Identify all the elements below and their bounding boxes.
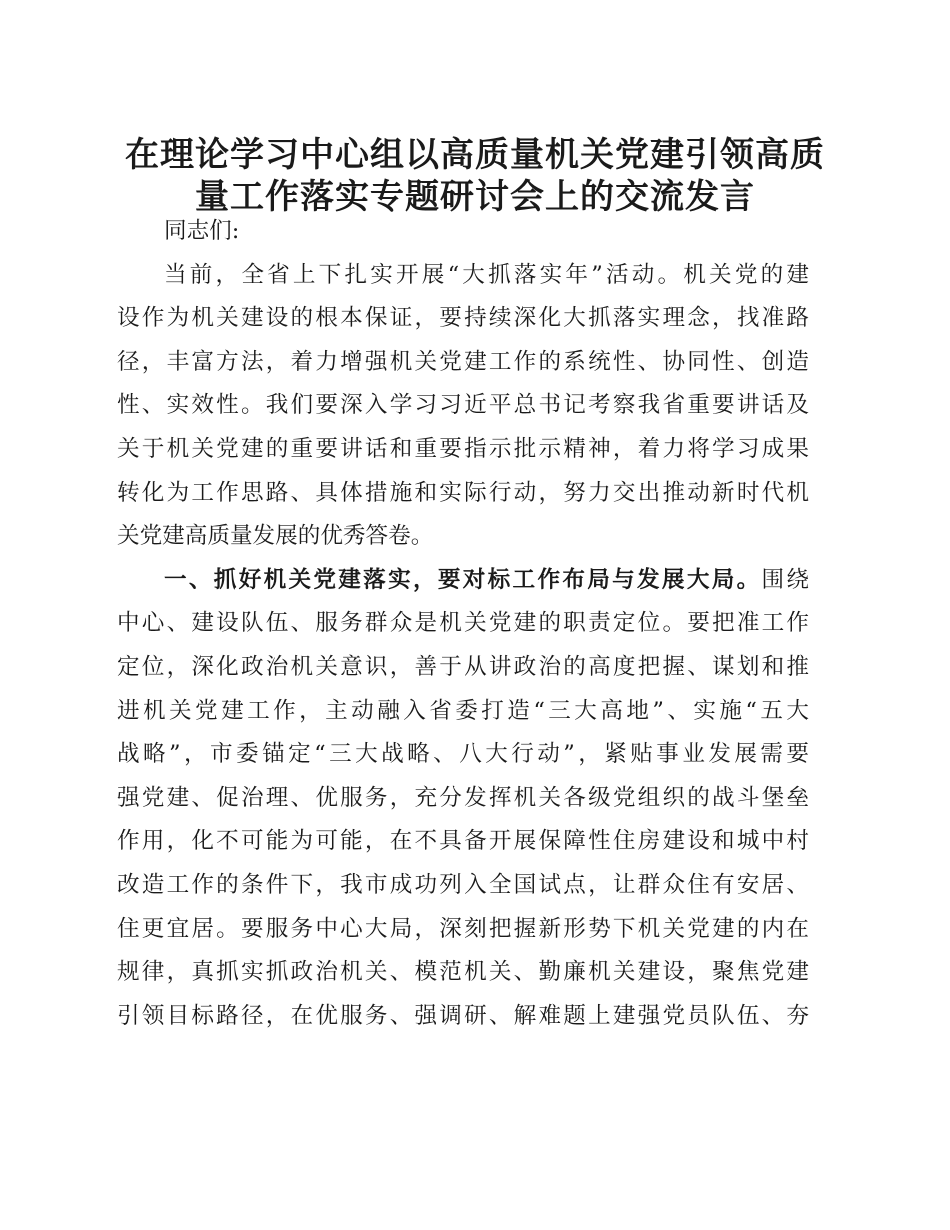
document-title <box>105 134 845 218</box>
paragraph-2-line: 进机关党建工作，主动融入省委打造“三大高地”、实施“五大 <box>117 697 809 724</box>
paragraph-1-line: 设作为机关建设的根本保证，要持续深化大抓落实理念，找准路 <box>117 305 809 332</box>
title-line-2: 量工作落实专题研讨会上的交流发言 <box>195 177 755 217</box>
section-heading-tail: 围绕 <box>761 566 810 593</box>
title-line-1: 在理论学习中心组以高质量机关党建引领高质 <box>125 135 825 175</box>
document-body <box>117 210 809 1038</box>
paragraph-2-line: 改造工作的条件下，我市成功列入全国试点，让群众住有安居、 <box>117 871 809 898</box>
paragraph-1-line: 径，丰富方法，着力增强机关党建工作的系统性、协同性、创造 <box>117 348 809 375</box>
paragraph-1-line: 当前，全省上下扎实开展“大抓落实年”活动。机关党的建 <box>164 261 809 288</box>
paragraph-2-line: 强党建、促治理、优服务，充分发挥机关各级党组织的战斗堡垒 <box>117 784 809 811</box>
paragraph-2-line: 引领目标路径，在优服务、强调研、解难题上建强党员队伍、夯 <box>117 1002 809 1029</box>
salutation: 同志们: <box>164 218 240 244</box>
paragraph-2-line: 中心、建设队伍、服务群众是机关党建的职责定位。要把准工作 <box>117 610 809 637</box>
paragraph-2-line: 规律，真抓实抓政治机关、模范机关、勤廉机关建设，聚焦党建 <box>117 959 809 986</box>
paragraph-2-line: 作用，化不可能为可能，在不具备开展保障性住房建设和城中村 <box>117 828 809 855</box>
section-heading: 一、抓好机关党建落实，要对标工作布局与发展大局。 <box>164 566 762 593</box>
paragraph-1-line: 关党建高质量发展的优秀答卷。 <box>117 523 434 550</box>
paragraph-2-first-line <box>117 559 809 603</box>
paragraph-1-line: 关于机关党建的重要讲话和重要指示批示精神，着力将学习成果 <box>117 435 809 462</box>
paragraph-2-line: 战略”，市委锚定“三大战略、八大行动”，紧贴事业发展需要 <box>117 741 809 768</box>
paragraph-2-line: 住更宜居。要服务中心大局，深刻把握新形势下机关党建的内在 <box>117 915 809 942</box>
paragraph-1-line: 性、实效性。我们要深入学习习近平总书记考察我省重要讲话及 <box>117 392 809 419</box>
paragraph-1-line: 转化为工作思路、具体措施和实际行动，努力交出推动新时代机 <box>117 479 809 506</box>
paragraph-2-line: 定位，深化政治机关意识，善于从讲政治的高度把握、谋划和推 <box>117 653 809 680</box>
